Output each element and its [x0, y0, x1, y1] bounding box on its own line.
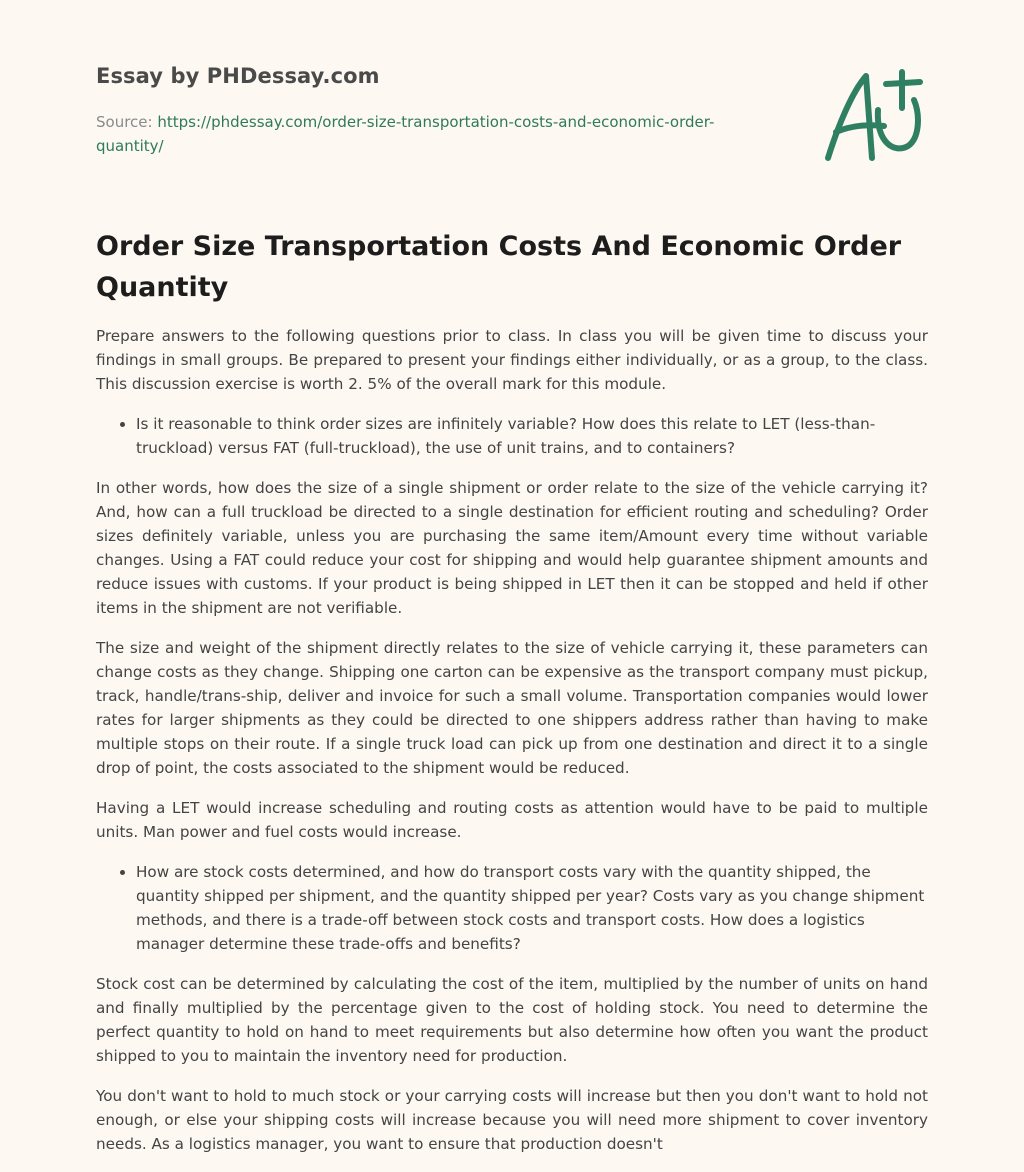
- paragraph-6: You don't want to hold to much stock or your carrying costs will increase but then you don't want to hold not enough, or else your shipping costs will increase because you will need more shipment to cover inventory needs. As a logistics manager, you want to ensure that production doesn't: [96, 1087, 928, 1153]
- a-plus-logo: [822, 66, 926, 166]
- paragraph-3: The size and weight of the shipment directly relates to the size of vehicle carrying it, these parameters can change costs as they change. Shipping one carton can be expensive as the transport company must pickup, track, handle/trans-ship, deliver and invoice for such a small volume. Transportation companies would lower rates for larger shipments as they could be directed to one shippers address rather than having to make multiple stops on their route. If a single truck load can pick up from one destination and direct it to a single drop of point, the costs associated to the shipment would be reduced.: [96, 639, 928, 777]
- bullet-list-1: [96, 412, 928, 460]
- site-brand: Essay by PHDessay.com: [96, 64, 380, 88]
- essay-title: Order Size Transportation Costs And Economic Order Quantity: [96, 231, 902, 303]
- source-line: [96, 110, 736, 158]
- list-item: • Is it reasonable to think order sizes are infinitely variable? How does this relate to LET (less-than-truckload) versus FAT (full-truckload), the use of unit trains, and to containers?: [136, 412, 928, 460]
- list-item: • How are stock costs determined, and how do transport costs vary with the quantity shipped, the quantity shipped per shipment, and the quantity shipped per year? Costs vary as you change shipment methods, and there is a trade-off between stock costs and transport costs. How does a logistics manager determine these trade-offs and benefits?: [136, 860, 928, 956]
- logo-plus-horizontal: [886, 82, 920, 84]
- paragraph-2: In other words, how does the size of a single shipment or order relate to the size of the vehicle carrying it? And, how can a full truckload be directed to a single destination for efficient routing and scheduling? Order sizes definitely variable, unless you are purchasing the same item/Amount every time without variable changes. Using a FAT could reduce your cost for shipping and would help guarantee shipment amounts and reduce issues with customs. If your product is being shipped in LET then it can be stopped and held if other items in the shipment are not verifiable.: [96, 479, 928, 617]
- bullet-list-2: [96, 860, 928, 956]
- source-label: Source:: [96, 113, 158, 131]
- source-link[interactable]: https://phdessay.com/order-size-transportation-costs-and-economic-order-quantity/: [96, 113, 715, 155]
- paragraph-4: Having a LET would increase scheduling and routing costs as attention would have to be paid to multiple units. Man power and fuel costs would increase.: [96, 799, 928, 841]
- paragraph-1: Prepare answers to the following questions prior to class. In class you will be given time to discuss your findings in small groups. Be prepared to present your findings either individually, or as a group, to the class. This discussion exercise is worth 2. 5% of the overall mark for this module.: [96, 327, 928, 393]
- paragraph-5: Stock cost can be determined by calculating the cost of the item, multiplied by the number of units on hand and finally multiplied by the percentage given to the cost of holding stock. You need to determine the perfect quantity to hold on hand to meet requirements but also determine how often you want the product shipped to you to maintain the inventory need for production.: [96, 975, 928, 1065]
- essay-body: [96, 324, 928, 1172]
- logo-letter-a: [828, 76, 872, 158]
